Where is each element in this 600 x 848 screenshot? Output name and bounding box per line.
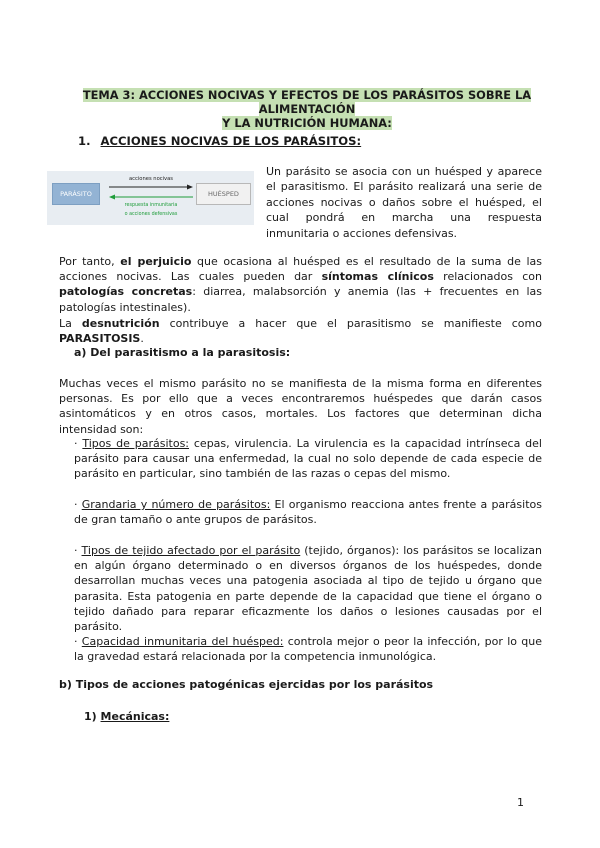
p2-bold-3: patologías concretas <box>59 285 193 299</box>
defensive-response-line-1: respuesta inmunitaria <box>124 203 178 208</box>
p3-bold-2: PARASITOSIS <box>59 332 141 346</box>
factor-label: Capacidad inmunitaria del huésped: <box>81 635 284 648</box>
factor-text: (tejido, órganos): los parásitos se localizan en algún órgano determinado o en diversos órganos de los huéspedes, donde desarrollan muchas veces una patogenia asociada al tipo de tejido u órgano que parasita. Esta patogenia en parte depende de la capacidad que tiene el órgano o tejido dañado para reparar eficazmente los daños o lesiones causadas por el parásito. <box>74 544 543 634</box>
title-line-1: TEMA 3: ACCIONES NOCIVAS Y EFECTOS DE LOS PARÁSITOS SOBRE LA ALIMENTACIÓN <box>82 88 532 116</box>
section-1-title: ACCIONES NOCIVAS DE LOS PARÁSITOS: <box>100 134 362 148</box>
intro-paragraph: Un parásito se asocia con un huésped y aparece el parasitismo. El parásito realizará una serie de acciones nocivas o daños sobre el huésped, el cual pondrá en marcha una respuesta inmunitaria o acciones defensivas. <box>266 165 542 240</box>
factor-item <box>74 436 542 482</box>
defensive-response-line-2: o acciones defensivas <box>124 212 178 217</box>
title-line-2: Y LA NUTRICIÓN HUMANA: <box>222 116 392 130</box>
p3-text-3: . <box>140 332 144 346</box>
p3-text-2: contribuye a hacer que el parasitismo se manifieste como <box>159 317 542 330</box>
paragraph-malnutrition <box>59 316 542 346</box>
host-box: HUÉSPED <box>196 183 251 205</box>
paragraph-variability: Muchas veces el mismo parásito no se manifiesta de la misma forma en diferentes personas. Es por ello que a veces encontraremos huéspedes que darán casos asintomáticos y en otros casos, mortales. Los factores que determinan dicha intensidad son: <box>59 377 542 436</box>
bullet: · <box>74 437 78 450</box>
p2-text-2: que ocasiona al huésped es el resultado de la suma de las acciones nocivas. Las cuales pueden dar <box>59 255 543 284</box>
factor-text: cepas, virulencia. La virulencia es la capacidad intrínseca del parásito para causar una enfermedad, la cual no solo depende de cada especie de parásito en particular, sino también de las razas o cepas del mismo. <box>74 437 542 481</box>
p2-bold-1: el perjuicio <box>120 255 192 268</box>
section-1-number: 1. <box>78 134 91 148</box>
left-arrow-icon <box>109 194 193 200</box>
factor-text: controla mejor o peor la infección, por lo que la gravedad estará relacionada por la competencia inmunológica. <box>74 635 543 664</box>
paragraph-damage <box>59 254 542 315</box>
p2-text-1: Por tanto, <box>59 255 121 268</box>
right-arrow-icon <box>109 184 193 190</box>
factor-label: Tipos de parásitos: <box>82 437 190 450</box>
p3-text-1: La <box>59 317 82 330</box>
p2-text-4: : diarrea, malabsorción y anemia (las + frecuentes en las patologías intestinales). <box>59 285 542 314</box>
subsection-b-heading: b) Tipos de acciones patogénicas ejercidas por los parásitos <box>59 678 434 691</box>
factor-label: Grandaria y número de parásitos: <box>81 498 271 511</box>
factor-item <box>74 497 542 527</box>
subsection-b1-heading <box>84 710 169 723</box>
p2-text-3: relacionados con <box>433 270 543 284</box>
p2-bold-2: síntomas clínicos <box>321 270 434 284</box>
section-1-heading <box>78 134 361 148</box>
factor-item <box>74 634 542 664</box>
harmful-actions-label: acciones nocivas <box>128 176 174 182</box>
parasite-host-diagram <box>47 171 254 225</box>
bullet: · <box>74 635 78 648</box>
factor-item <box>74 543 542 634</box>
factor-text: El organismo reacciona antes frente a parásitos de gran tamaño o ante grupos de parásitos. <box>74 498 542 527</box>
subsection-b1-label: Mecánicas: <box>100 710 170 723</box>
subsection-b1-number: 1) <box>84 710 97 723</box>
bullet: · <box>74 544 78 557</box>
document-title <box>62 88 552 130</box>
defensive-response-label <box>107 201 195 219</box>
page-number: 1 <box>517 796 524 809</box>
parasite-box: PARÁSITO <box>52 183 100 205</box>
p3-bold-1: desnutrición <box>81 317 160 330</box>
subsection-a-heading: a) Del parasitismo a la parasitosis: <box>74 346 291 359</box>
bullet: · <box>74 498 78 511</box>
factor-label: Tipos de tejido afectado por el parásito <box>81 544 301 557</box>
